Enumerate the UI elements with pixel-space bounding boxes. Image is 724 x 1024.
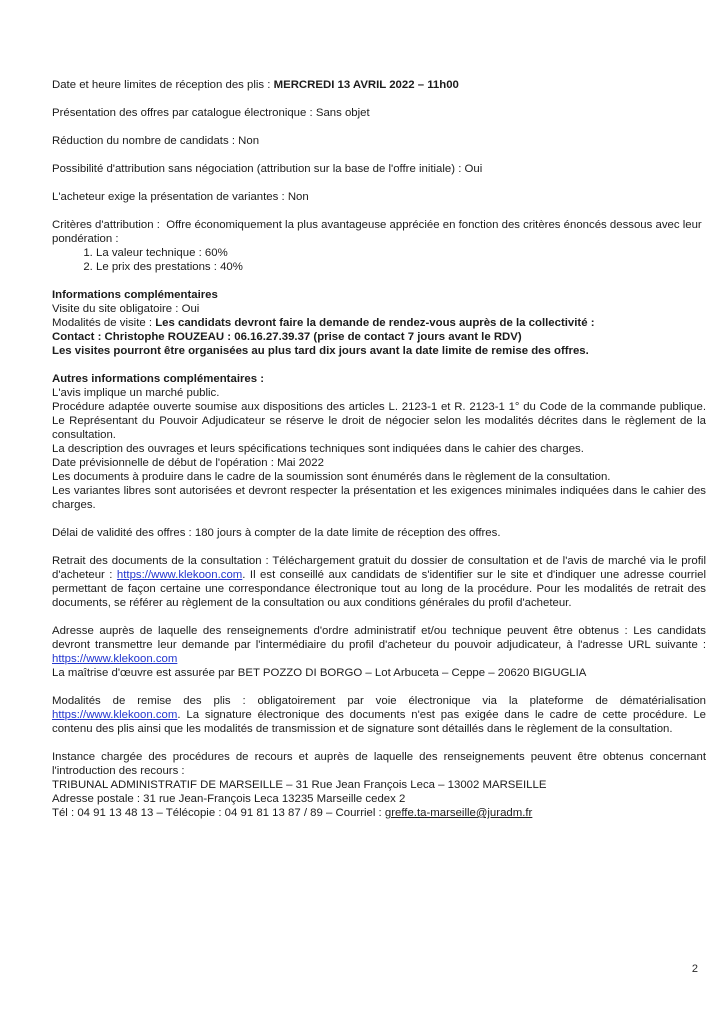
text-run: Modalités de remise des plis : obligatoirement par voie électronique via la plateforme de dématérialisation [52, 695, 706, 707]
instance-recours [52, 750, 706, 820]
list-item: 2. Le prix des prestations : 40% [96, 260, 706, 274]
text-run: MERCREDI 13 AVRIL 2022 – 11h00 [273, 79, 459, 91]
text-run: Délai de validité des offres : 180 jours à compter de la date limite de réception des offres. [52, 527, 501, 539]
variantes-line [52, 190, 706, 204]
text-run: Les visites pourront être organisées au plus tard dix jours avant la date limite de remise des offres. [52, 345, 589, 357]
text-run: Contact : Christophe ROUZEAU : 06.16.27.39.37 (prise de contact 7 jours avant le RDV) [52, 331, 522, 343]
text-run: Date et heure limites de réception des plis : [52, 79, 274, 91]
text-run: Tél : 04 91 13 48 13 – Télécopie : 04 91 81 13 87 / 89 – Courriel : [52, 807, 385, 819]
text-run: L'acheteur exige la présentation de variantes : Non [52, 191, 309, 203]
criteres-attribution-intro [52, 218, 706, 246]
text-run: Les variantes libres sont autorisées et devront respecter la présentation et les exigences minimales indiquées dans le cahier des charges. [52, 485, 706, 511]
text-run: Les documents à produire dans le cadre de la soumission sont énumérés dans le règlement de la consultation. [52, 471, 611, 483]
text-run: TRIBUNAL ADMINISTRATIF DE MARSEILLE – 31 Rue Jean François Leca – 13002 MARSEILLE [52, 779, 547, 791]
page-number: 2 [691, 963, 698, 975]
text-run: Adresse auprès de laquelle des renseignements d'ordre administratif et/ou technique peuvent être obtenus : Les candidats devront transmettre leur demande par l'intermédiaire du profil d'acheteur du pouvoir adjudicateur, à l'adresse URL suivante : [52, 625, 706, 651]
retrait-documents [52, 554, 706, 610]
text-run: Retrait des documents de la consultation : Téléchargement gratuit du dossier de consultation et de l'avis de marché via le profil d'acheteur : [52, 555, 706, 581]
text-run: Réduction du nombre de candidats : Non [52, 135, 260, 147]
list-item: 1. La valeur technique : 60% [96, 246, 706, 260]
catalogue-electronique-line [52, 106, 706, 120]
text-run: Instance chargée des procédures de recours et auprès de laquelle des renseignements peuvent être obtenus concernant l'introduction des recours : [52, 751, 706, 777]
text-run: Possibilité d'attribution sans négociation (attribution sur la base de l'offre initiale) : Oui [52, 163, 483, 175]
reduction-candidats-line [52, 134, 706, 148]
delai-validite-line [52, 526, 706, 540]
informations-complementaires [52, 288, 706, 358]
klekoon-link-renseignements[interactable]: https://www.klekoon.com [52, 653, 178, 665]
attribution-sans-negociation-line [52, 162, 706, 176]
text-run: La description des ouvrages et leurs spécifications techniques sont indiquées dans le cahier des charges. [52, 443, 584, 455]
text-run: La maîtrise d'œuvre est assurée par BET POZZO DI BORGO – Lot Arbuceta – Ceppe – 20620 BIGUGLIA [52, 667, 587, 679]
text-run: Procédure adaptée ouverte soumise aux dispositions des articles L. 2123-1 et R. 2123-1 1° du Code de la commande publique. Le Représentant du Pouvoir Adjudicateur se réserve le droit de négocier selon les modalités décrites dans le règlement de la consultation. [52, 401, 706, 441]
text-run: Informations complémentaires [52, 289, 218, 301]
text-run: . Il est conseillé aux candidats de s'identifier sur le site et d'indiquer une adresse courriel permettant de façon certaine une correspondance électronique tout au long de la procédure. Pour les modalités de retrait des documents, se référer au règlement de la consultation ou aux conditions générales du profil d'acheteur. [52, 569, 706, 609]
text-run: . La signature électronique des documents n'est pas exigée dans le cadre de cette procédure. Le contenu des plis ainsi que les modalités de transmission et de signature sont détaillés dans le règlement de la consultation. [52, 709, 706, 735]
criteres-attribution-list [52, 246, 706, 274]
text-run: Modalités de visite : [52, 317, 156, 329]
deadline-line [52, 78, 706, 92]
text-run: Visite du site obligatoire : Oui [52, 303, 200, 315]
klekoon-link-retrait[interactable]: https://www.klekoon.com [116, 569, 243, 581]
text-run: L'avis implique un marché public. [52, 387, 220, 399]
text-run: Date prévisionnelle de début de l'opération : Mai 2022 [52, 457, 324, 469]
adresse-renseignements [52, 624, 706, 680]
text-run: Les candidats devront faire la demande de rendez-vous auprès de la collectivité : [155, 317, 595, 329]
text-run: Critères d'attribution : Offre économiquement la plus avantageuse appréciée en fonction des critères énoncés dessous avec leur pondération : [52, 219, 702, 245]
text-run: Présentation des offres par catalogue électronique : Sans objet [52, 107, 370, 119]
email-greffe-link[interactable]: greffe.ta-marseille@juradm.fr [384, 807, 533, 819]
autres-informations-complementaires [52, 372, 706, 512]
modalites-remise-plis [52, 694, 706, 736]
text-run: Adresse postale : 31 rue Jean-François Leca 13235 Marseille cedex 2 [52, 793, 406, 805]
klekoon-link-remise[interactable]: https://www.klekoon.com [52, 709, 178, 721]
text-run: Autres informations complémentaires : [52, 373, 265, 385]
